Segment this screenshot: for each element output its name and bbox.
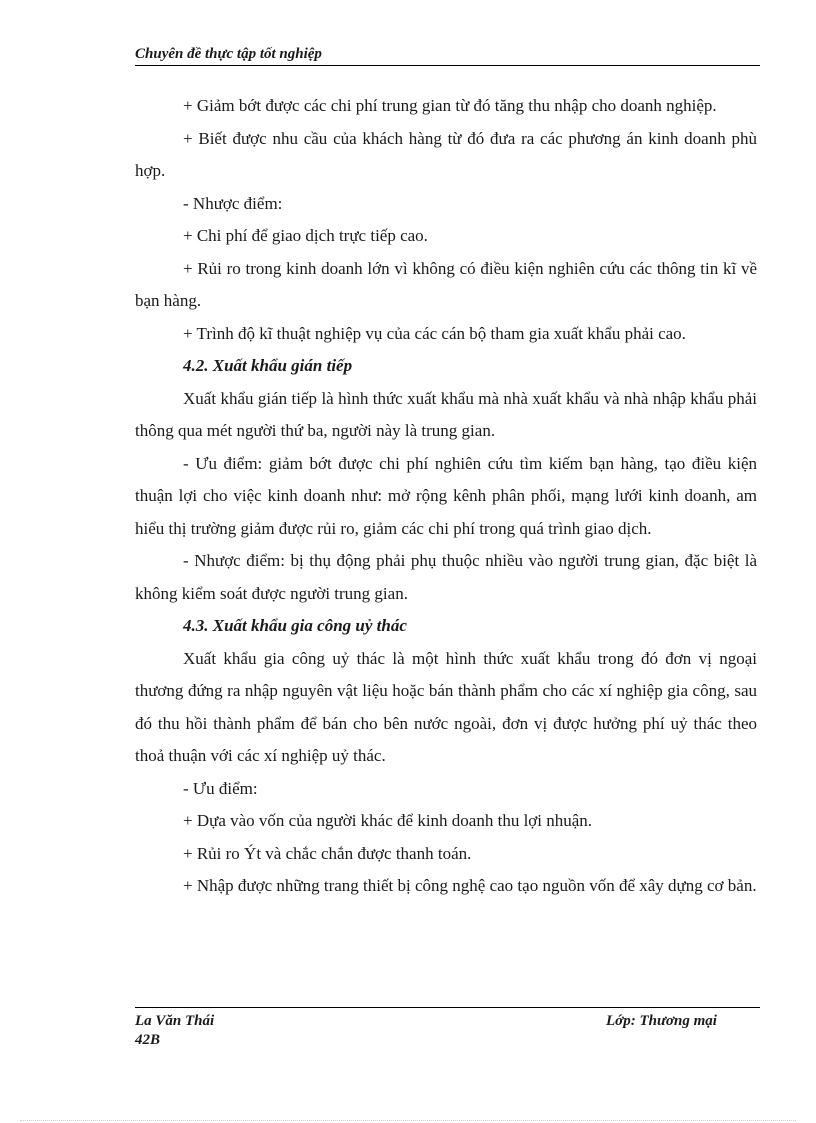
paragraph: - Nhược điểm: [183,193,283,213]
paragraph: - Nhược điểm: bị thụ động phải phụ thuộc nhiều vào người trung gian, đặc biệt là không kiểm soát được người trung gian. [135,551,757,603]
document-body [135,90,757,903]
section-heading: 4.2. Xuất khẩu gián tiếp [183,356,353,375]
paragraph: + Chi phí để giao dịch trực tiếp cao. [183,226,428,245]
paragraph: + Rủi ro trong kinh doanh lớn vì không có điều kiện nghiên cứu các thông tin kĩ về bạn hàng. [135,258,757,310]
page-boundary [20,1120,796,1121]
paragraph: + Nhập được những trang thiết bị công nghệ cao tạo nguồn vốn để xây dựng cơ bản. [183,876,757,895]
paragraph: + Dựa vào vốn của người khác để kinh doanh thu lợi nhuận. [183,811,593,830]
footer-class-code: 42B [135,1032,161,1048]
paragraph: Xuất khẩu gia công uỷ thác là một hình thức xuất khẩu trong đó đơn vị ngoại thương đứng ra nhập nguyên vật liệu hoặc bán thành phẩm cho các xí nghiệp gia công, sau đó thu hồi thành phẩm để bán cho bên nước ngoài, đơn vị được hưởng phí uỷ thác theo thoả thuận với các xí nghiệp uỷ thác. [135,648,757,765]
paragraph: + Trình độ kĩ thuật nghiệp vụ của các cán bộ tham gia xuất khẩu phải cao. [183,323,686,343]
section-heading: 4.3. Xuất khẩu gia công uỷ thác [183,616,407,635]
paragraph: + Biết được nhu cầu của khách hàng từ đó đưa ra các phương án kinh doanh phù hợp. [135,128,757,180]
page-header: Chuyên đề thực tập tốt nghiệp [135,46,760,66]
paragraph: Xuất khẩu gián tiếp là hình thức xuất khẩu mà nhà xuất khẩu và nhà nhập khẩu phải thông qua mét người thứ ba, người này là trung gian. [135,388,757,440]
paragraph: - Ưu điểm: giảm bớt được chi phí nghiên cứu tìm kiếm bạn hàng, tạo điều kiện thuận lợi cho việc kinh doanh như: mở rộng kênh phân phối, mạng lưới kinh doanh, am hiểu thị trường giảm được rủi ro, giảm các chi phí trong quá trình giao dịch. [135,453,757,538]
paragraph: - Ưu điểm: [183,778,258,798]
paragraph: + Rủi ro Ýt và chắc chắn được thanh toán. [183,843,472,863]
paragraph: + Giảm bớt được các chi phí trung gian từ đó tăng thu nhập cho doanh nghiệp. [183,96,717,115]
footer-author-block [135,1012,214,1050]
footer-class: Lớp: Thương mại [606,1013,717,1029]
footer-divider [135,1007,760,1008]
footer-author: La Văn Thái [135,1013,215,1029]
